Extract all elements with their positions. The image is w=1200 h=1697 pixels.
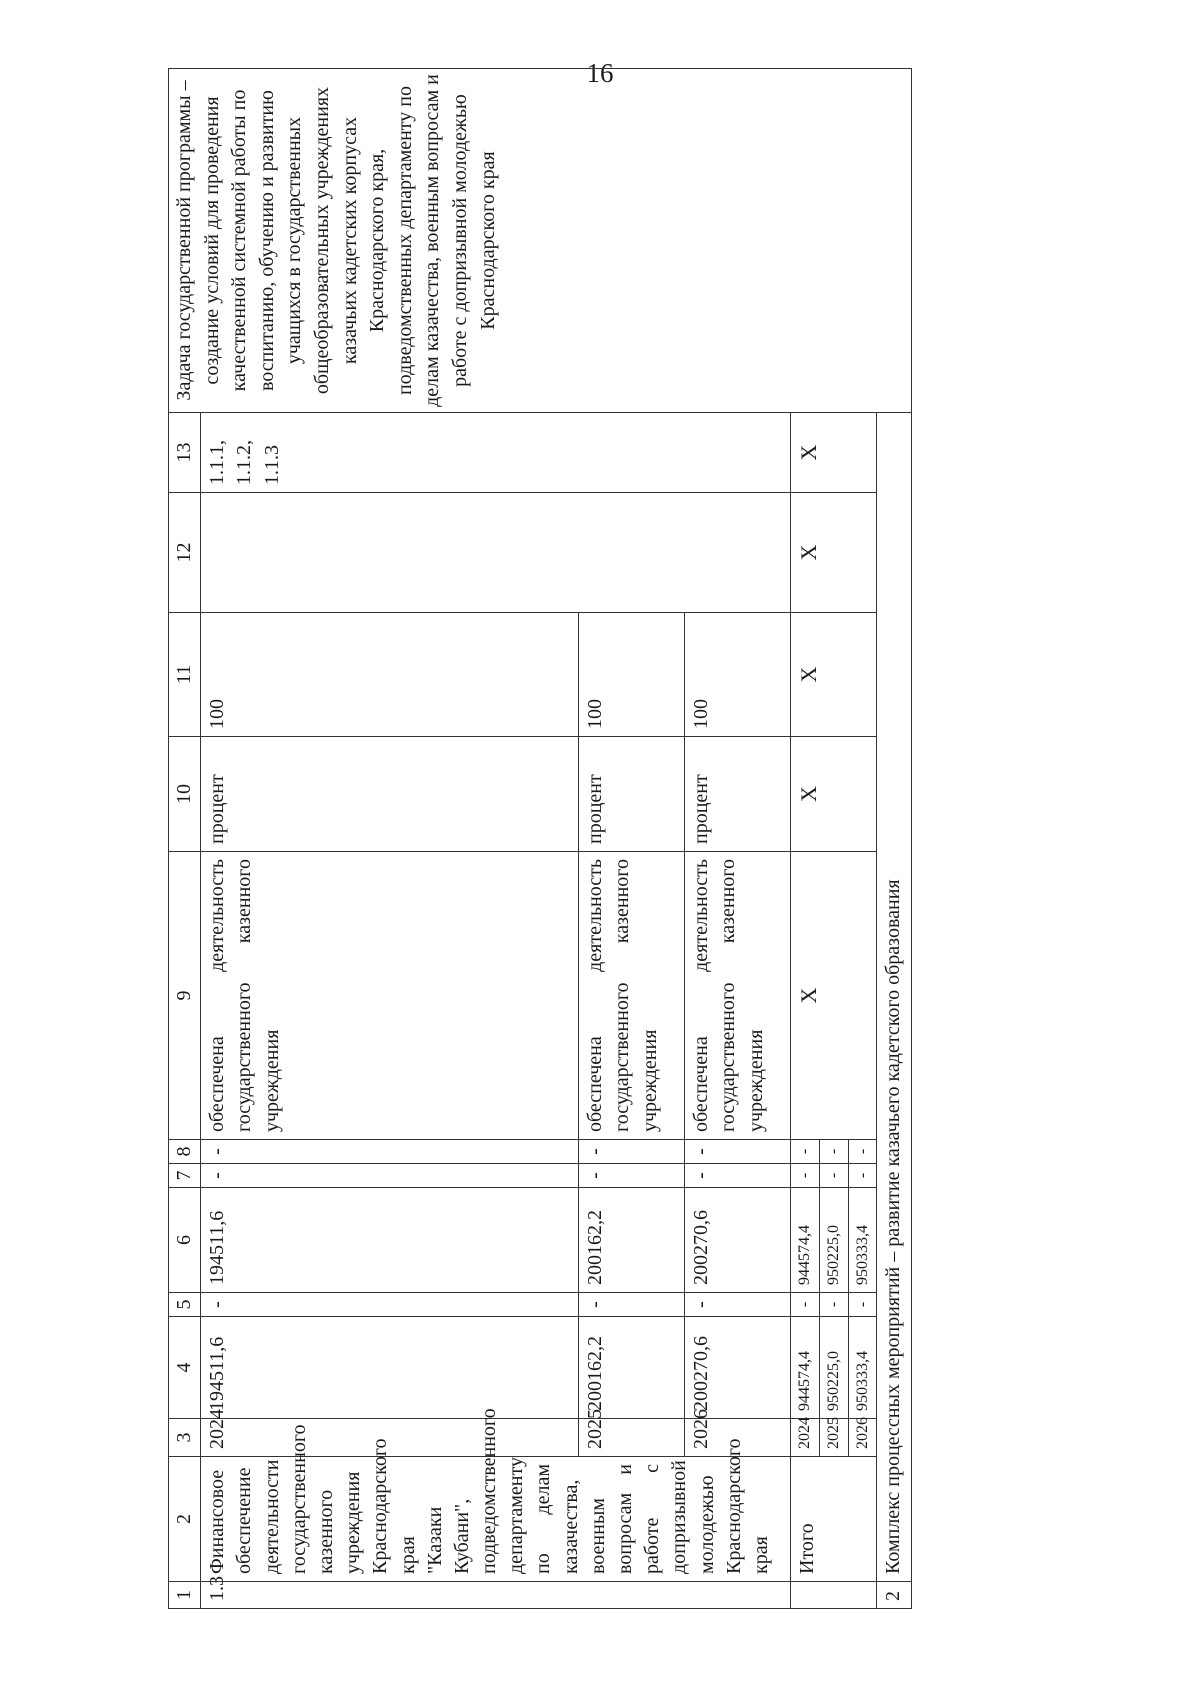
total-cell: 944574,4 — [791, 1317, 820, 1419]
header-cell: 3 — [169, 1419, 201, 1457]
col5-cell: - — [201, 1293, 579, 1317]
col7-cell: - — [201, 1164, 579, 1188]
header-cell: 4 — [169, 1317, 201, 1419]
value-cell: 100 — [685, 613, 791, 737]
x-mark: X — [791, 852, 877, 1140]
total-cell: 950333,4 — [848, 1317, 877, 1419]
total-label: Итого — [791, 1457, 877, 1582]
row-number: 1.3 — [201, 1582, 791, 1609]
year-cell: 2025 — [819, 1419, 848, 1457]
header-cell: 13 — [169, 413, 201, 493]
header-cell: 6 — [169, 1188, 201, 1293]
header-cell: 11 — [169, 613, 201, 737]
col8-cell: - — [848, 1140, 877, 1164]
col8-cell: - — [791, 1140, 820, 1164]
header-row — [169, 69, 201, 1609]
header-cell: 2 — [169, 1457, 201, 1582]
col5-cell: - — [791, 1293, 820, 1317]
value-cell: 100 — [579, 613, 685, 737]
header-cell: 8 — [169, 1140, 201, 1164]
value-cell: 100 — [201, 613, 579, 737]
col7-cell: - — [579, 1164, 685, 1188]
result-cell: обеспечена деятельность государственного казенного учреждения — [201, 852, 579, 1140]
x-mark: X — [791, 613, 877, 737]
col7-cell: - — [685, 1164, 791, 1188]
header-cell: 12 — [169, 493, 201, 613]
header-cell: 1 — [169, 1582, 201, 1609]
year-cell: 2024 — [201, 1419, 579, 1457]
x-mark: X — [791, 413, 877, 493]
col12-cell — [201, 493, 791, 613]
total-cell: 194511,6 — [201, 1317, 579, 1419]
x-mark: X — [791, 493, 877, 613]
year-cell: 2025 — [579, 1419, 685, 1457]
col7-cell: - — [791, 1164, 820, 1188]
x-mark: X — [791, 737, 877, 852]
col6-cell: 950333,4 — [848, 1188, 877, 1293]
col8-cell: - — [819, 1140, 848, 1164]
result-cell: обеспечена деятельность государственного казенного учреждения — [579, 852, 685, 1140]
col8-cell: - — [685, 1140, 791, 1164]
header-cell: 9 — [169, 852, 201, 1140]
col8-cell: - — [201, 1140, 579, 1164]
year-cell: 2026 — [685, 1419, 791, 1457]
total-cell: 200162,2 — [579, 1317, 685, 1419]
unit-cell: процент — [685, 737, 791, 852]
col6-cell: 200162,2 — [579, 1188, 685, 1293]
total-cell: 950225,0 — [819, 1317, 848, 1419]
col5-cell: - — [579, 1293, 685, 1317]
total-number-cell — [791, 1582, 877, 1609]
col6-cell: 194511,6 — [201, 1188, 579, 1293]
header-cell: 10 — [169, 737, 201, 852]
section-number: 2 — [877, 1582, 911, 1609]
total-cell: 200270,6 — [685, 1317, 791, 1419]
rotated-table-container — [168, 74, 1108, 1609]
col6-cell: 200270,6 — [685, 1188, 791, 1293]
program-table — [168, 68, 912, 1609]
col7-cell: - — [819, 1164, 848, 1188]
header-cell: 5 — [169, 1293, 201, 1317]
task-cell: Задача государственной программы – создание условий для проведения качественной системной работы по воспитанию, обучению и развитию учащихся в государственных общеобразовательных учреждениях казачьих кадетских корпусах Краснодарского края, подведомственных департаменту по делам казачества, военным вопросам и работе с допризывной молодежью Краснодарского края — [169, 69, 912, 413]
col5-cell: - — [848, 1293, 877, 1317]
result-cell: обеспечена деятельность государственного казенного учреждения — [685, 852, 791, 1140]
page-number: 16 — [586, 58, 614, 88]
measure-name: Финансовое обеспечение деятельности государственного казенного учреждения Краснодарского края "Казаки Кубани", подведомственного департаменту по делам казачества, военным вопросам и работе с допризывной молодежью Краснодарского края — [201, 1457, 791, 1582]
header-cell: 7 — [169, 1164, 201, 1188]
col6-cell: 944574,4 — [791, 1188, 820, 1293]
unit-cell: процент — [201, 737, 579, 852]
year-cell: 2026 — [848, 1419, 877, 1457]
ref-cell: 1.1.1, 1.1.2, 1.1.3 — [201, 413, 791, 493]
col7-cell: - — [848, 1164, 877, 1188]
section-title: Комплекс процессных мероприятий – развитие казачьего кадетского образования — [877, 413, 911, 1582]
year-cell: 2024 — [791, 1419, 820, 1457]
col6-cell: 950225,0 — [819, 1188, 848, 1293]
col5-cell: - — [685, 1293, 791, 1317]
col8-cell: - — [579, 1140, 685, 1164]
col5-cell: - — [819, 1293, 848, 1317]
unit-cell: процент — [579, 737, 685, 852]
